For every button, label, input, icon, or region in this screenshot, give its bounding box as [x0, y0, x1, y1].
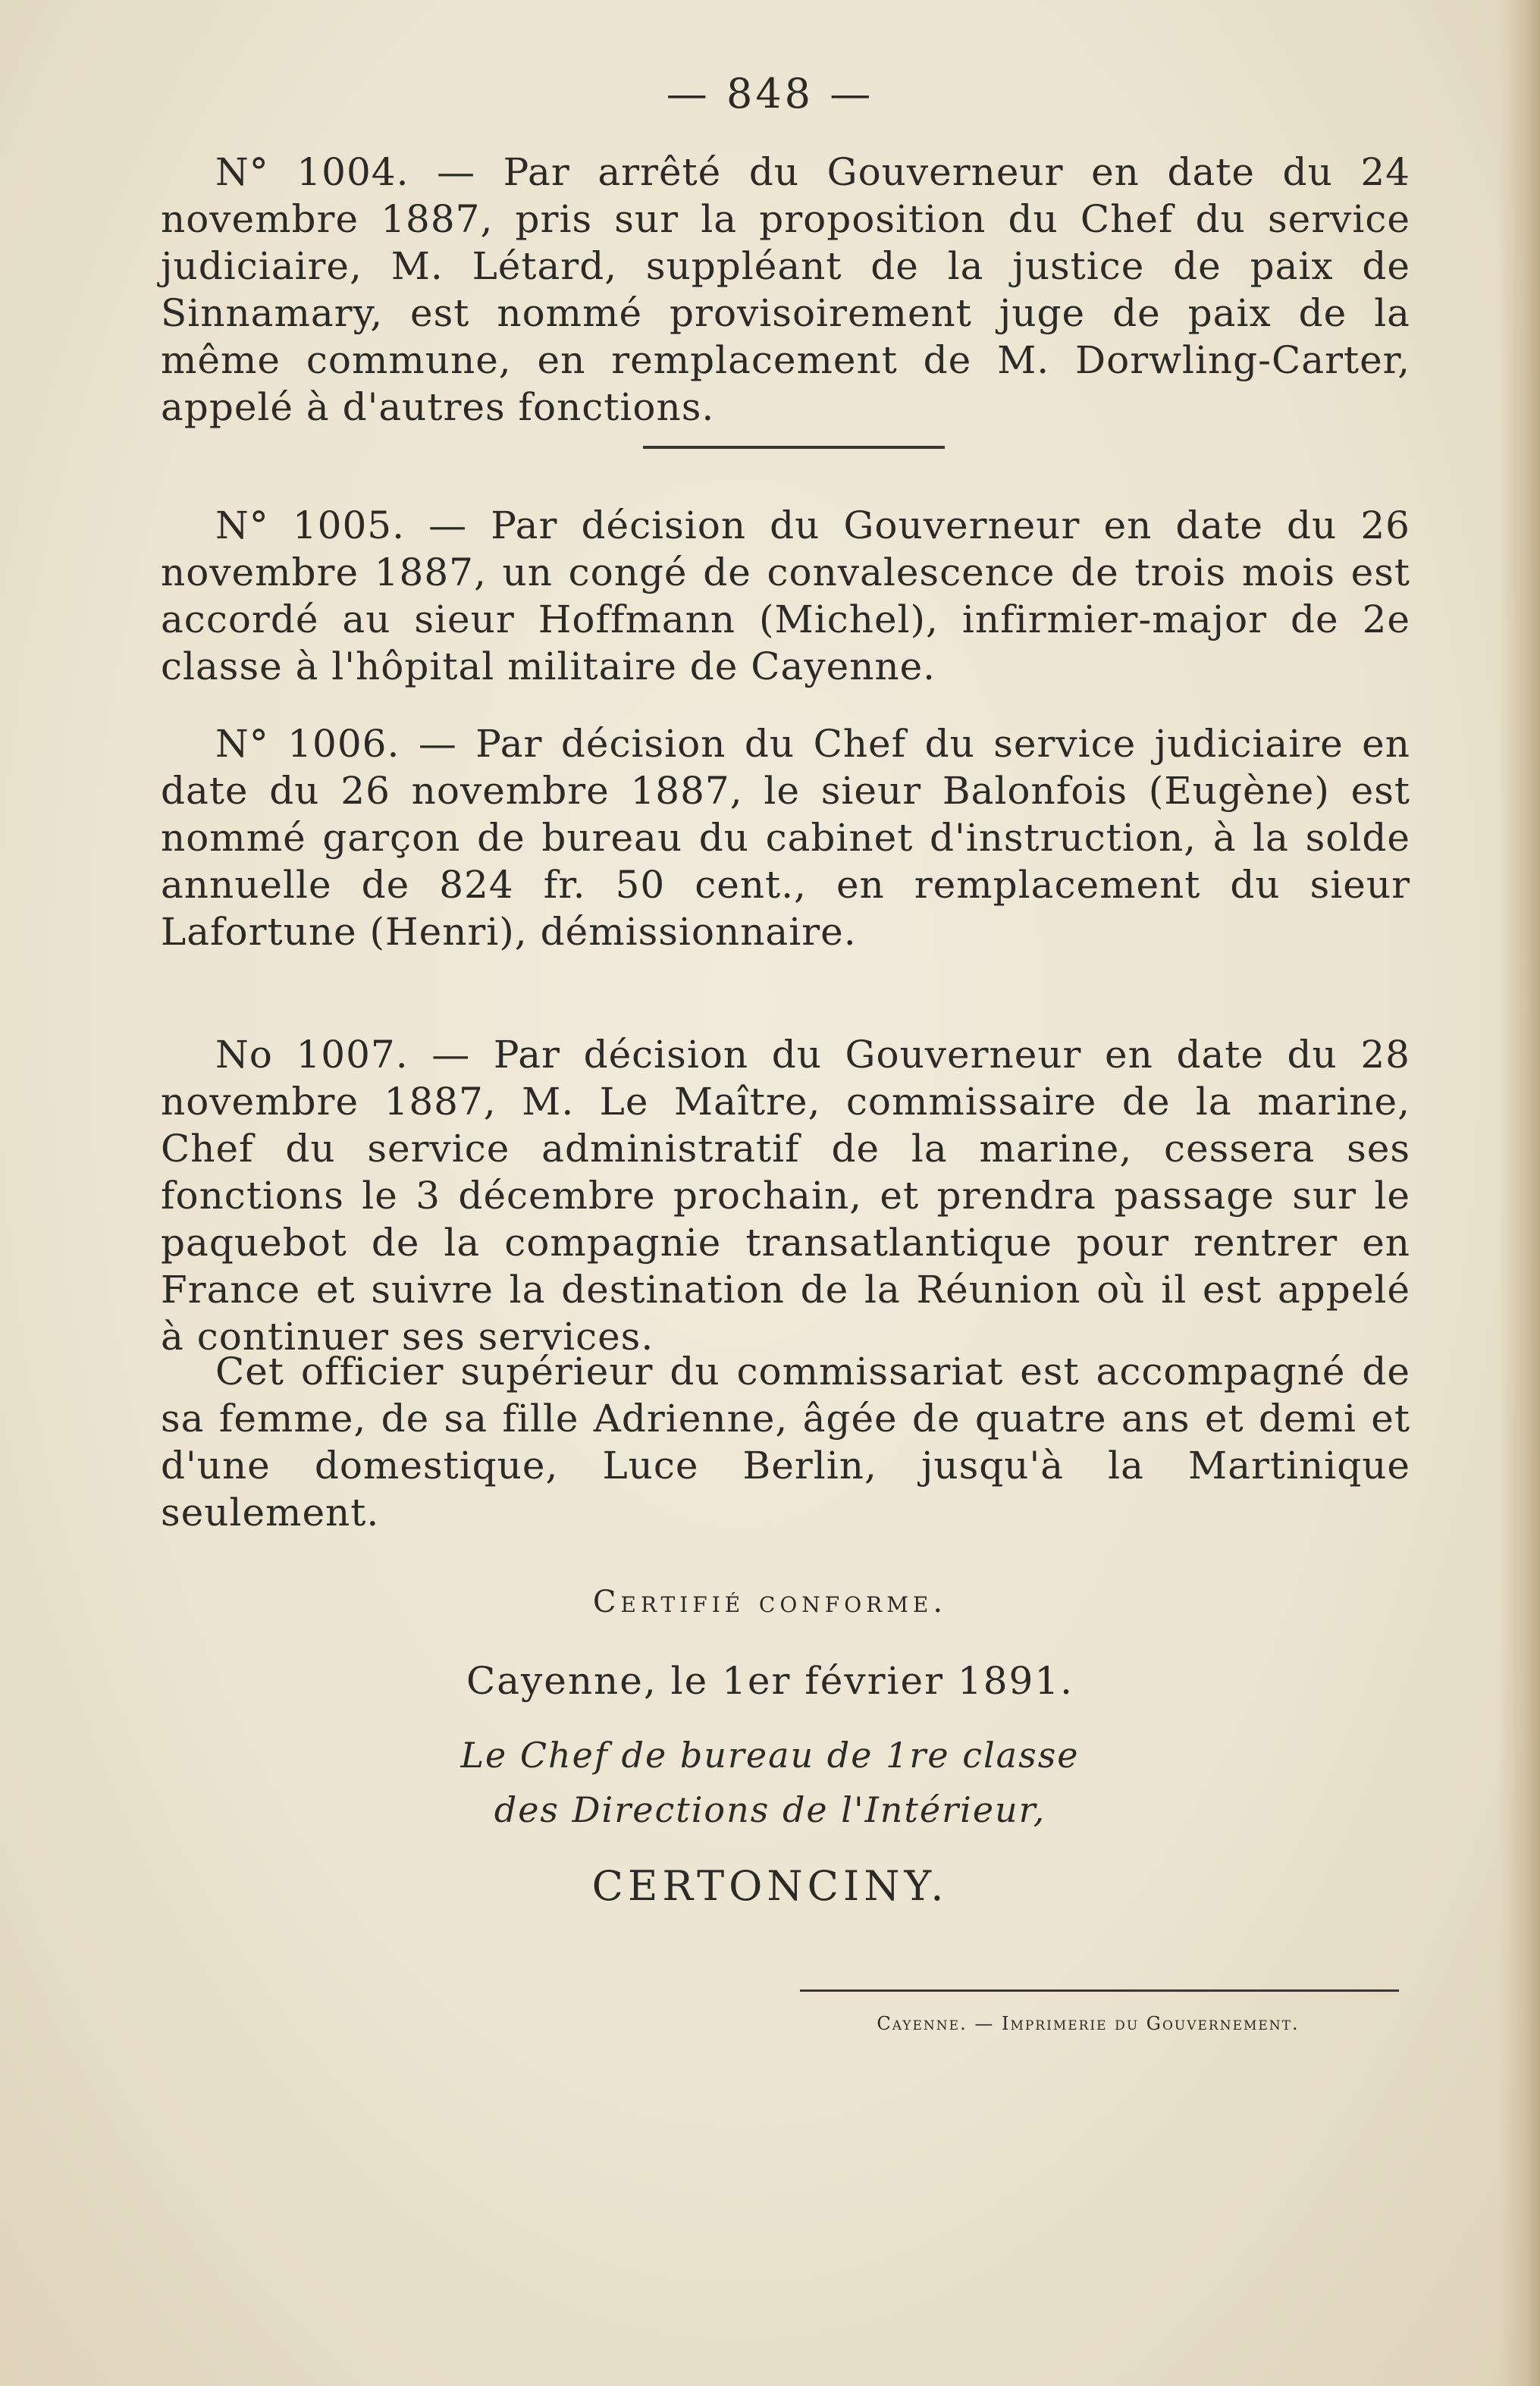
entry-text: — Par arrêté du Gouverneur en date du 24 novembre 1887, pris sur la proposition du Chef du service judiciaire, M. Létard, suppléant de la justice de paix de Sinnamary, est nommé provisoirement juge de paix de la même commune, en remplacement de M. Dorwling-Carter, appelé à d'autres fonctions.	[161, 150, 1410, 429]
entry-1007-continuation: Cet officier supérieur du commissariat est accompagné de sa femme, de sa fille Adrienne, âgée de quatre ans et demi et d'une domestique, Luce Berlin, jusqu'à la Martinique seulement.	[161, 1350, 1410, 1535]
signatory-title-line1: Le Chef de bureau de 1re classe	[460, 1735, 1080, 1776]
entry-1007	[161, 1031, 1410, 1360]
entry-number: N° 1004.	[215, 150, 409, 194]
signatory-title-line2: des Directions de l'Intérieur,	[494, 1789, 1046, 1830]
section-divider	[643, 446, 945, 449]
place-and-date: Cayenne, le 1er février 1891.	[466, 1659, 1074, 1703]
signature-name: CERTONCINY.	[591, 1862, 949, 1910]
entry-1006	[161, 720, 1410, 955]
certified-heading: Certifié conforme.	[592, 1585, 948, 1619]
entry-number: No 1007.	[215, 1033, 409, 1077]
entry-text: — Par décision du Chef du service judiciaire en date du 26 novembre 1887, le sieur Balonfois (Eugène) est nommé garçon de bureau du cabinet d'instruction, à la solde annuelle de 824 fr. 50 cent., en remplacement du sieur Lafortune (Henri), démissionnaire.	[161, 722, 1410, 954]
page-number: — 848 —	[666, 70, 874, 118]
page-edge-shadow	[1498, 0, 1540, 2386]
entry-1005	[161, 502, 1410, 690]
entry-1004	[161, 149, 1410, 431]
entry-number: N° 1005.	[215, 503, 406, 547]
entry-text: — Par décision du Gouverneur en date du 28 novembre 1887, M. Le Maître, commissaire de la marine, Chef du service administratif de la marine, cessera ses fonctions le 3 décembre prochain, et prendra passage sur le paquebot de la compagnie transatlantique pour rentrer en France et suivre la destination de la Réunion où il est appelé à continuer ses services.	[161, 1033, 1410, 1359]
entry-text: — Par décision du Gouverneur en date du 26 novembre 1887, un congé de convalescence de trois mois est accordé au sieur Hoffmann (Michel), infirmier-major de 2e classe à l'hôpital militaire de Cayenne.	[161, 503, 1410, 688]
entry-number: N° 1006.	[215, 722, 400, 766]
footer-rule	[800, 1989, 1399, 1992]
printer-imprint: Cayenne. — Imprimerie du Gouvernement.	[877, 2013, 1300, 2034]
